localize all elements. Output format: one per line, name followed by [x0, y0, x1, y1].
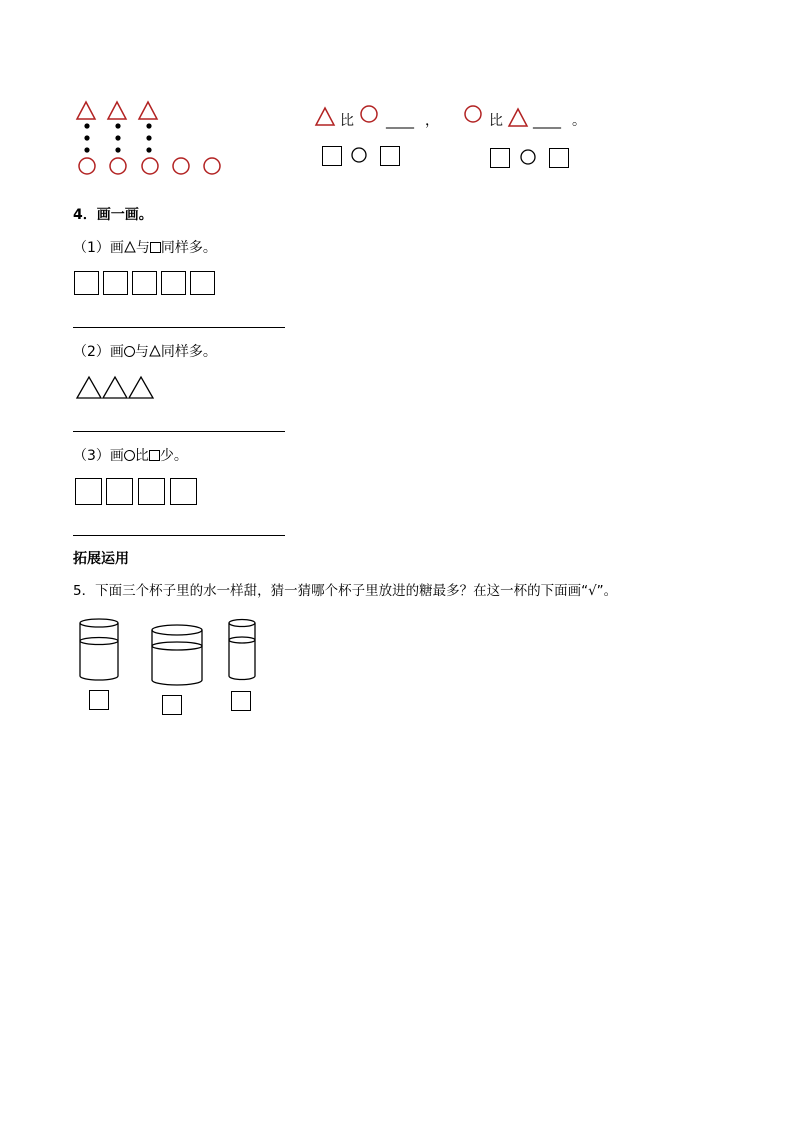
answer-circle[interactable] [521, 150, 535, 164]
square-shape [170, 478, 197, 505]
answer-circle[interactable] [352, 148, 366, 162]
small-circle-icon [124, 346, 135, 357]
square-shape [190, 271, 215, 295]
answer-box[interactable] [490, 148, 510, 168]
prompt-text: （3）画 [73, 448, 124, 464]
prompt-text: 同样多。 [160, 344, 217, 360]
prompt-text: 比 [134, 448, 149, 464]
connecting-dots [84, 123, 151, 152]
small-triangle-icon [124, 241, 136, 257]
red-circle-icon [204, 158, 220, 174]
small-circle-icon [124, 450, 135, 461]
answer-box[interactable] [322, 146, 342, 166]
red-triangle-icon [509, 109, 527, 126]
q4-part-3-prompt [73, 448, 188, 464]
prompt-text: 与 [134, 344, 149, 360]
square-shape [132, 271, 157, 295]
red-circle-icon [361, 106, 377, 122]
checkbox-cup-1[interactable] [89, 690, 109, 710]
prompt-text: （1）画 [73, 240, 124, 256]
period: 。 [572, 113, 586, 129]
square-shape [74, 271, 99, 295]
answer-box[interactable] [380, 146, 400, 166]
answer-blank-1[interactable]: ____ [386, 113, 414, 129]
red-triangle-icon [316, 108, 334, 125]
prompt-text: （2）画 [73, 344, 124, 360]
compare-word-2: 比 [489, 113, 503, 129]
square-shape [138, 478, 165, 505]
answer-blank-2[interactable]: ____ [533, 113, 561, 129]
red-circle-icon [142, 158, 158, 174]
small-square-icon [149, 450, 160, 461]
question-4-heading: 4．画一画。 [73, 207, 153, 223]
prompt-text: 与 [135, 240, 150, 256]
comma: ， [425, 113, 439, 129]
question-5-text: 5．下面三个杯子里的水一样甜，猜一猜哪个杯子里放进的糖最多？在这一杯的下面画“√”。 [73, 583, 618, 599]
small-triangle-icon [149, 345, 161, 361]
red-circle-icon [110, 158, 126, 174]
red-circle-icon [465, 106, 481, 122]
answer-line[interactable] [73, 431, 285, 432]
q4-part-2-prompt [73, 344, 217, 361]
square-shape [75, 478, 102, 505]
red-triangle-icon [77, 102, 95, 119]
compare-word-1: 比 [340, 113, 354, 129]
small-square-icon [150, 242, 161, 253]
red-circle-icon [79, 158, 95, 174]
checkbox-cup-2[interactable] [162, 695, 182, 715]
red-circle-icon [173, 158, 189, 174]
q4-part-1-prompt [73, 240, 217, 257]
answer-box[interactable] [549, 148, 569, 168]
red-triangle-icon [139, 102, 157, 119]
square-shape [103, 271, 128, 295]
checkbox-cup-3[interactable] [231, 691, 251, 711]
answer-line[interactable] [73, 535, 285, 536]
prompt-text: 同样多。 [160, 240, 217, 256]
section-title: 拓展运用 [73, 551, 129, 567]
prompt-text: 少。 [159, 448, 188, 464]
red-triangle-icon [108, 102, 126, 119]
square-shape [106, 478, 133, 505]
square-shape [161, 271, 186, 295]
answer-line[interactable] [73, 327, 285, 328]
